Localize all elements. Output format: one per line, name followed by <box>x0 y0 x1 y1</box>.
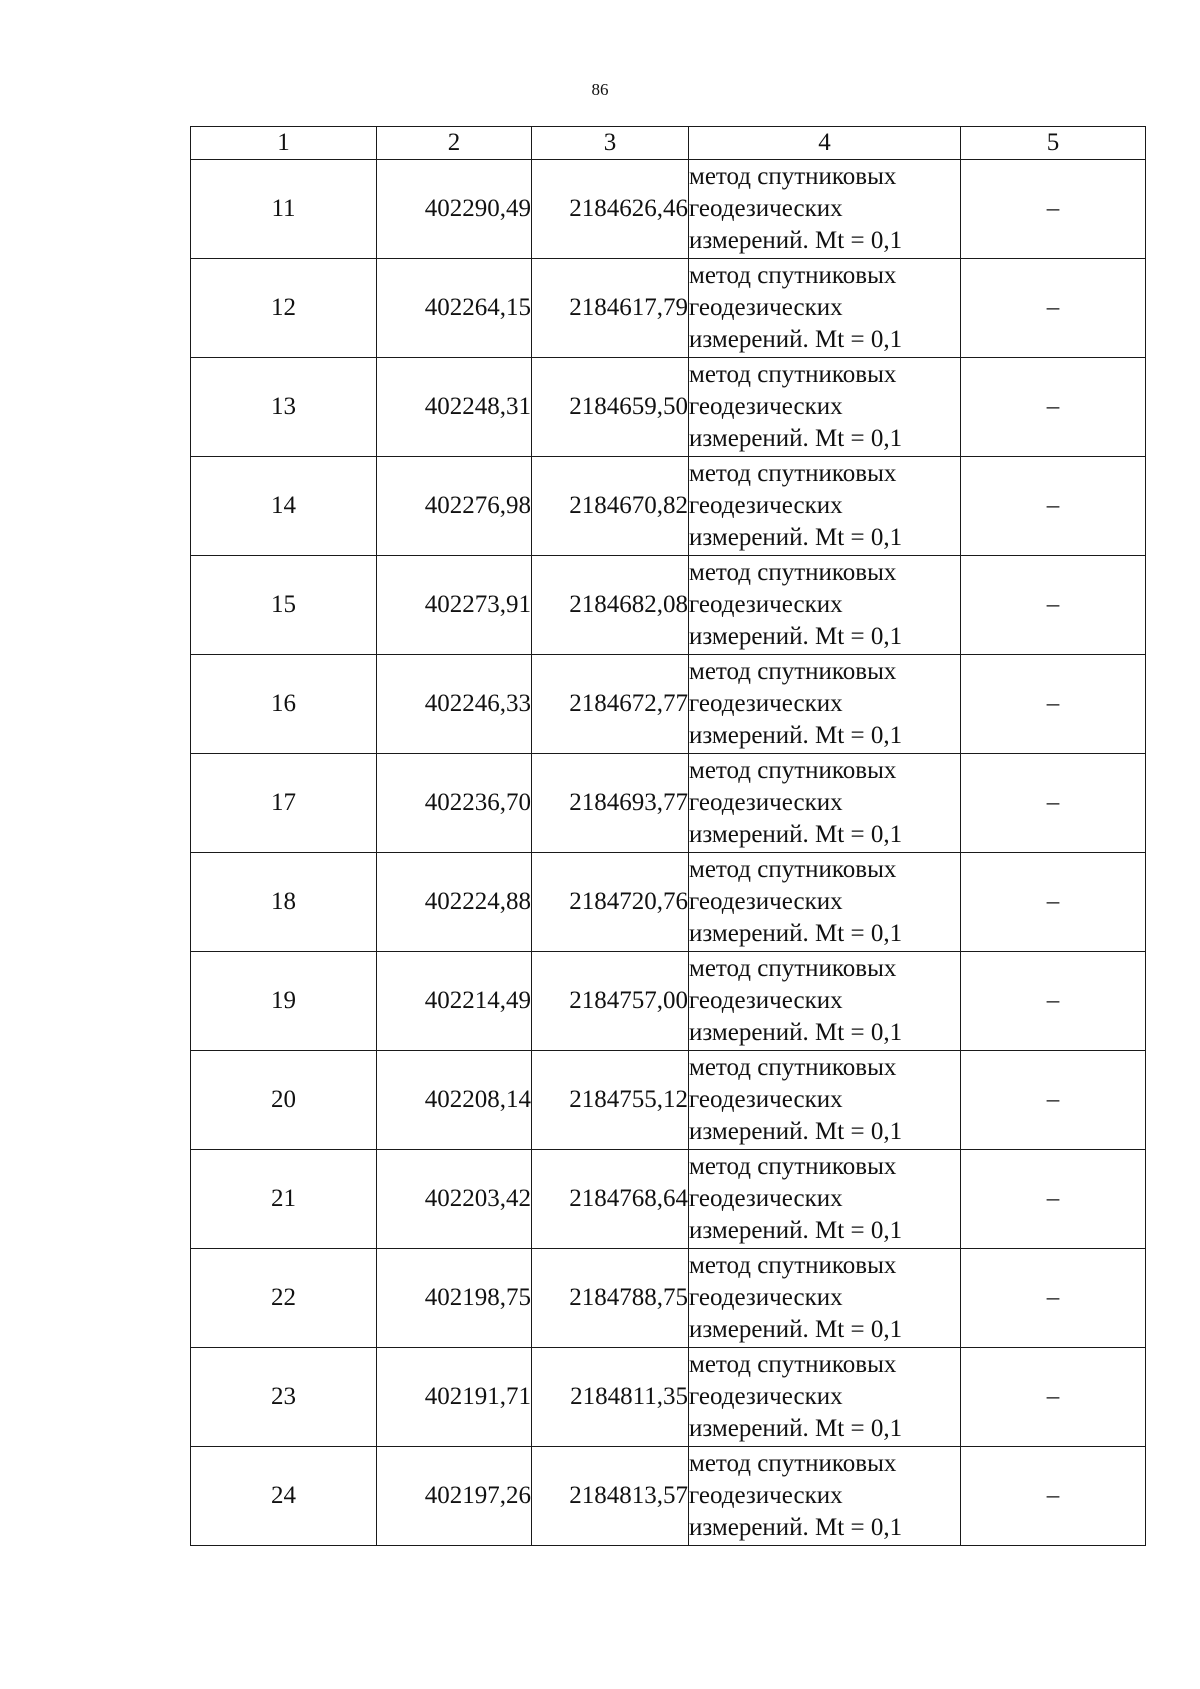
coordinate-y: 2184811,35 <box>532 1348 689 1447</box>
table-row <box>191 259 1146 358</box>
method-description: метод спутниковых геодезических измерений. Mt = 0,1 <box>689 160 961 259</box>
coordinate-y: 2184682,08 <box>532 556 689 655</box>
method-description: метод спутниковых геодезических измерений. Mt = 0,1 <box>689 1348 961 1447</box>
note-dash: – <box>961 259 1146 358</box>
coordinate-y: 2184693,77 <box>532 754 689 853</box>
coordinates-table <box>190 126 1146 1546</box>
point-number: 18 <box>191 853 377 952</box>
method-description: метод спутниковых геодезических измерений. Mt = 0,1 <box>689 952 961 1051</box>
coordinate-x: 402273,91 <box>377 556 532 655</box>
coordinate-x: 402197,26 <box>377 1447 532 1546</box>
coordinate-x: 402290,49 <box>377 160 532 259</box>
method-description: метод спутниковых геодезических измерений. Mt = 0,1 <box>689 1051 961 1150</box>
table-row <box>191 1447 1146 1546</box>
point-number: 14 <box>191 457 377 556</box>
note-dash: – <box>961 1051 1146 1150</box>
point-number: 24 <box>191 1447 377 1546</box>
coordinate-x: 402246,33 <box>377 655 532 754</box>
coordinate-y: 2184672,77 <box>532 655 689 754</box>
table-row <box>191 655 1146 754</box>
table-row <box>191 952 1146 1051</box>
method-description: метод спутниковых геодезических измерений. Mt = 0,1 <box>689 1447 961 1546</box>
table-row <box>191 1249 1146 1348</box>
point-number: 13 <box>191 358 377 457</box>
coordinate-y: 2184788,75 <box>532 1249 689 1348</box>
point-number: 19 <box>191 952 377 1051</box>
method-description: метод спутниковых геодезических измерений. Mt = 0,1 <box>689 556 961 655</box>
column-header-1: 1 <box>191 127 377 160</box>
note-dash: – <box>961 1447 1146 1546</box>
note-dash: – <box>961 853 1146 952</box>
coordinate-x: 402276,98 <box>377 457 532 556</box>
method-description: метод спутниковых геодезических измерений. Mt = 0,1 <box>689 358 961 457</box>
method-description: метод спутниковых геодезических измерений. Mt = 0,1 <box>689 1249 961 1348</box>
method-description: метод спутниковых геодезических измерений. Mt = 0,1 <box>689 853 961 952</box>
note-dash: – <box>961 160 1146 259</box>
table-row <box>191 160 1146 259</box>
table-row <box>191 556 1146 655</box>
note-dash: – <box>961 1249 1146 1348</box>
coordinate-y: 2184757,00 <box>532 952 689 1051</box>
table-row <box>191 1348 1146 1447</box>
coordinate-x: 402198,75 <box>377 1249 532 1348</box>
note-dash: – <box>961 655 1146 754</box>
coordinate-x: 402248,31 <box>377 358 532 457</box>
coordinate-y: 2184720,76 <box>532 853 689 952</box>
coordinate-x: 402208,14 <box>377 1051 532 1150</box>
point-number: 15 <box>191 556 377 655</box>
point-number: 23 <box>191 1348 377 1447</box>
point-number: 16 <box>191 655 377 754</box>
coordinate-y: 2184626,46 <box>532 160 689 259</box>
point-number: 21 <box>191 1150 377 1249</box>
method-description: метод спутниковых геодезических измерений. Mt = 0,1 <box>689 259 961 358</box>
coordinate-y: 2184768,64 <box>532 1150 689 1249</box>
table-row <box>191 853 1146 952</box>
coordinate-x: 402203,42 <box>377 1150 532 1249</box>
table-row <box>191 457 1146 556</box>
note-dash: – <box>961 1348 1146 1447</box>
coordinate-x: 402214,49 <box>377 952 532 1051</box>
method-description: метод спутниковых геодезических измерений. Mt = 0,1 <box>689 457 961 556</box>
method-description: метод спутниковых геодезических измерений. Mt = 0,1 <box>689 1150 961 1249</box>
point-number: 20 <box>191 1051 377 1150</box>
column-header-2: 2 <box>377 127 532 160</box>
page-number: 86 <box>591 80 609 99</box>
table-row <box>191 754 1146 853</box>
note-dash: – <box>961 754 1146 853</box>
coordinate-x: 402236,70 <box>377 754 532 853</box>
point-number: 17 <box>191 754 377 853</box>
column-header-3: 3 <box>532 127 689 160</box>
coordinate-y: 2184659,50 <box>532 358 689 457</box>
table-row <box>191 358 1146 457</box>
coordinate-y: 2184670,82 <box>532 457 689 556</box>
note-dash: – <box>961 358 1146 457</box>
point-number: 12 <box>191 259 377 358</box>
column-header-4: 4 <box>689 127 961 160</box>
point-number: 11 <box>191 160 377 259</box>
note-dash: – <box>961 457 1146 556</box>
coordinate-x: 402224,88 <box>377 853 532 952</box>
table-row <box>191 1150 1146 1249</box>
note-dash: – <box>961 952 1146 1051</box>
coordinate-x: 402191,71 <box>377 1348 532 1447</box>
method-description: метод спутниковых геодезических измерений. Mt = 0,1 <box>689 754 961 853</box>
coordinate-y: 2184617,79 <box>532 259 689 358</box>
table-row <box>191 1051 1146 1150</box>
column-header-5: 5 <box>961 127 1146 160</box>
note-dash: – <box>961 556 1146 655</box>
coordinate-x: 402264,15 <box>377 259 532 358</box>
coordinate-y: 2184813,57 <box>532 1447 689 1546</box>
table-header-row <box>191 127 1146 160</box>
method-description: метод спутниковых геодезических измерений. Mt = 0,1 <box>689 655 961 754</box>
point-number: 22 <box>191 1249 377 1348</box>
coordinate-y: 2184755,12 <box>532 1051 689 1150</box>
note-dash: – <box>961 1150 1146 1249</box>
